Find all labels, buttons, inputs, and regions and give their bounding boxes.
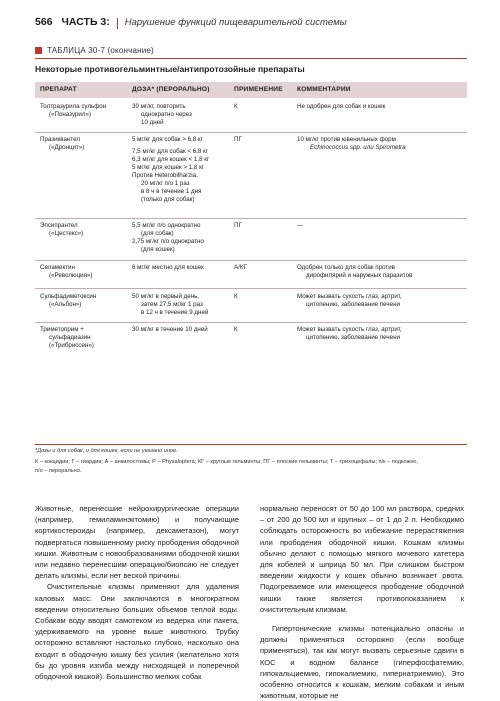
drug-cell: Эпсипрантел («Цестекс») — [40, 222, 84, 237]
part-label: ЧАСТЬ 3: — [61, 16, 110, 28]
paragraph: Очистительные клизмы применяют для удаления каловых масс. Они заключаются в многократном введении относительно больших объемов теплой воды. Собакам воду вводят самотеком из ведерка или пакета, удерживаемого на уровне выше животного. Трубку осторожно вставляют настолько глубоко, насколько она входит в ободочную кишку без усилия (желательно хотя бы до уровня изгиба между нисходящей и поперечной ободочной кишкой). Большинство мелких собак — [35, 582, 239, 682]
table-top-rule — [35, 58, 467, 59]
use-cell: К — [234, 103, 238, 110]
paragraph: нормально переносят от 50 до 100 мл раствора, средних – от 200 до 500 мл и крупных – от 1 до 2 л. Необходимо соблюдать осторожность во избежание перерастяжения или прободения ободочной кишки. Кошкам клизмы обычно делают с помощью мягкого мочевого катетера для кобелей и шприца 50 мл. При слишком быстром введении жидкости у кошек обычно возникает рвота. Подогреваемое или имеющееся прободение ободочной кишки также является противопоказанием к очистительным клизмам. — [260, 504, 464, 614]
column-header-drug: ПРЕПАРАТ — [40, 86, 77, 93]
paragraph: Гипертонические клизмы потенциально опасны и должны применяться осторожно (если вообще применяться), так как могут вызвать серьезные сдвиги в КОС и водном балансе (гиперфосфатемию, гипокальциемию, гипокалиемию, гипернатриемию). Это особенно относится к кошкам, мелким собакам и иным животным, которые не — [260, 624, 464, 701]
abbreviations-line: п/о – перорально. — [35, 468, 82, 474]
body-column-left — [35, 503, 239, 682]
use-cell: А/КГ — [234, 264, 247, 271]
chapter-title: Нарушение функций пищеварительной системы — [124, 17, 347, 28]
column-header-comments: КОММЕНТАРИИ — [297, 86, 351, 93]
comment-cell: Не одобрен для собак и кошек — [297, 103, 386, 110]
table-marker-icon — [35, 47, 42, 54]
dose-cell: 5 мг/кг для собак > 6,8 кг 7,5 мг/кг для собак < 6,8 кг 6,3 мг/кг для кошек < 1,8 кг 5 мг/кг для кошек > 1,8 кг Против Heterobilharzia, 20 мг/кг п/о 1 раз в 8 ч в течение 1 дня (только для собак) — [132, 136, 210, 203]
abbreviations-line: К – кокцидии; Г – гиардии; А – анкилостомы; Р – Physaloptera; КГ – круглые гельминты; ПГ – плоские гельминты; Т – трихоцефалы; п/к – подкожно, — [35, 459, 419, 465]
use-cell: ПГ — [234, 222, 242, 229]
use-cell: ПГ — [234, 136, 242, 143]
drug-cell: Празиквантел («Дронцит») — [40, 136, 85, 151]
table-row — [35, 260, 467, 289]
drug-cell: Толтразурила сульфон («Поназурил») — [40, 103, 107, 118]
comment-cell: Может вызвать сухость глаз, артрит, цитопению, заболевание печени — [297, 326, 402, 341]
table-abbreviations — [35, 458, 467, 476]
table-footnote: *Дозы и для собак, и для кошек, если не указано иное. — [35, 448, 178, 454]
table-row — [35, 218, 467, 261]
comment-cell: 10 мг/кг против ювенильных форм Echinococcus spp. или Spirometra — [297, 136, 406, 151]
comment-cell: Одобрен только для собак против дирофилярий и наружных паразитов — [297, 264, 413, 279]
column-header-use: ПРИМЕНЕНИЕ — [234, 86, 283, 93]
dose-cell: 30 мг/кг, повторить однократно через 10 дней — [132, 103, 192, 126]
page-number: 566 — [35, 16, 53, 28]
use-cell: К — [234, 293, 238, 300]
table-row — [35, 100, 467, 133]
running-header — [35, 16, 347, 30]
dose-cell: 50 мг/кг в первый день, затем 27,5 мг/кг 1 раз в 12 ч в течение 9 дней — [132, 293, 209, 316]
comment-cell: — — [297, 222, 304, 229]
table-row — [35, 288, 467, 323]
dose-cell: 6 мг/кг местно для кошек — [132, 264, 204, 271]
paragraph: Животные, перенесшие нейрохирургические операции (например, гемиламинэктомию) и получающие кортикостероиды (например, дексаметазон), могут подвергаться повышенному риску прободения ободочной кишки. Животным с новообразованиями ободочной кишки или недавно перенесшим операцию/биопсию не следует делать клизмы, если нет веской причины. — [35, 504, 239, 581]
dose-cell: 30 мг/кг в течение 10 дней — [132, 326, 208, 333]
use-cell: К — [234, 326, 238, 333]
table-title: Некоторые противогельминтные/антипротозойные препараты — [35, 64, 305, 74]
table-label-text: ТАБЛИЦА 30-7 (окончание) — [47, 46, 154, 55]
table-row — [35, 132, 467, 219]
drug-cell: Селамектин («Революция») — [40, 264, 93, 279]
drug-cell: Сульфадиметоксин («Альбон») — [40, 293, 97, 308]
comment-cell: Может вызвать сухость глаз, артрит, цитопению, заболевание печени — [297, 293, 402, 308]
table-label — [35, 46, 154, 55]
column-header-dose: ДОЗА* (ПЕРОРАЛЬНО) — [132, 86, 210, 93]
table-header — [35, 82, 467, 98]
table-bottom-rule — [35, 444, 467, 445]
header-separator — [117, 18, 118, 29]
body-column-right — [260, 503, 464, 701]
dose-cell: 5,5 мг/кг п/о однократно (для собак) 2,75 мг/кг п/о однократно (для кошек) — [132, 222, 204, 253]
drug-cell: Триметоприм + сульфадиазин («Трибриссен») — [40, 326, 94, 349]
table-row — [35, 322, 467, 356]
